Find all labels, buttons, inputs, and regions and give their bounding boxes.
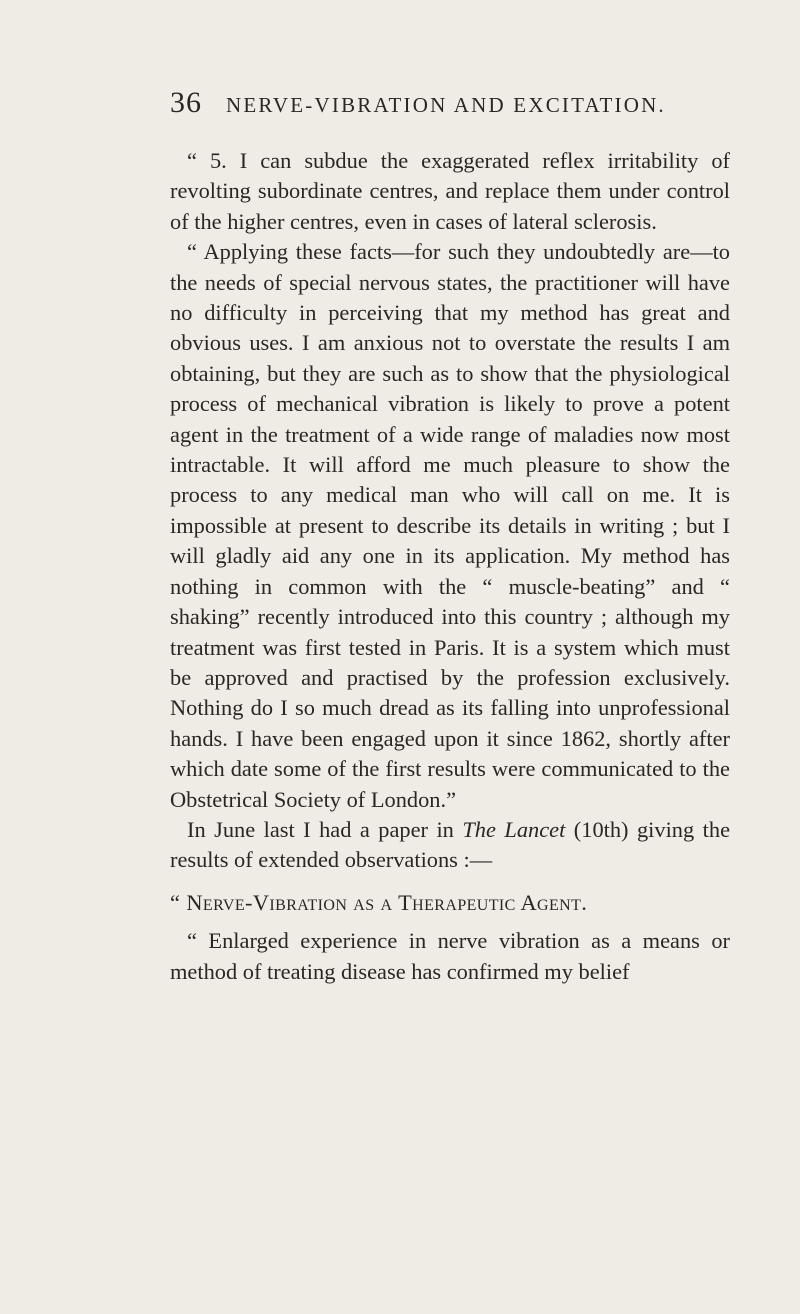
paragraph-2: “ Applying these facts—for such they undoubtedly are—to the needs of special nervous states, the practitioner will have no difficulty in perceiving that my method has great and obvious uses. I am anxious not to overstate the results I am obtaining, but they are such as to show that the physiological process of mechanical vibration is likely to prove a potent agent in the treatment of a wide range of maladies now most intractable. It will afford me much pleasure to show the process to any medical man who will call on me. It is impossible at present to describe its details in writing ; but I will gladly aid any one in its application. My method has nothing in common with the “ muscle-beating” and “ shaking” recently introduced into this country ; although my treatment was first tested in Paris. It is a system which must be approved and practised by the profession exclusively. Nothing do I so much dread as its falling into unprofessional hands. I have been engaged upon it since 1862, shortly after which date some of the first results were communicated to the Obstetrical Society of London.” — [170, 239, 730, 812]
body-text — [170, 146, 730, 987]
paragraph-3-end: (10th) giving the results of extended observations :— — [170, 816, 731, 873]
running-head — [170, 86, 730, 120]
paragraph-3 — [170, 815, 730, 876]
section-heading: “ Nerve-Vibration as a Therapeutic Agent. — [170, 889, 588, 915]
paragraph-3-start: In June last I had a paper in — [187, 816, 463, 842]
running-title: NERVE-VIBRATION AND EXCITATION. — [226, 93, 666, 117]
journal-title: The Lancet — [462, 816, 566, 842]
page-number: 36 — [170, 86, 202, 119]
paragraph-1: “ 5. I can subdue the exaggerated reflex irritability of revolting subordinate centres, and replace them under control of the higher centres, even in cases of lateral sclerosis. — [170, 148, 730, 234]
paragraph-4: “ Enlarged experience in nerve vibration as a means or method of treating disease has confirmed my belief — [170, 928, 730, 984]
